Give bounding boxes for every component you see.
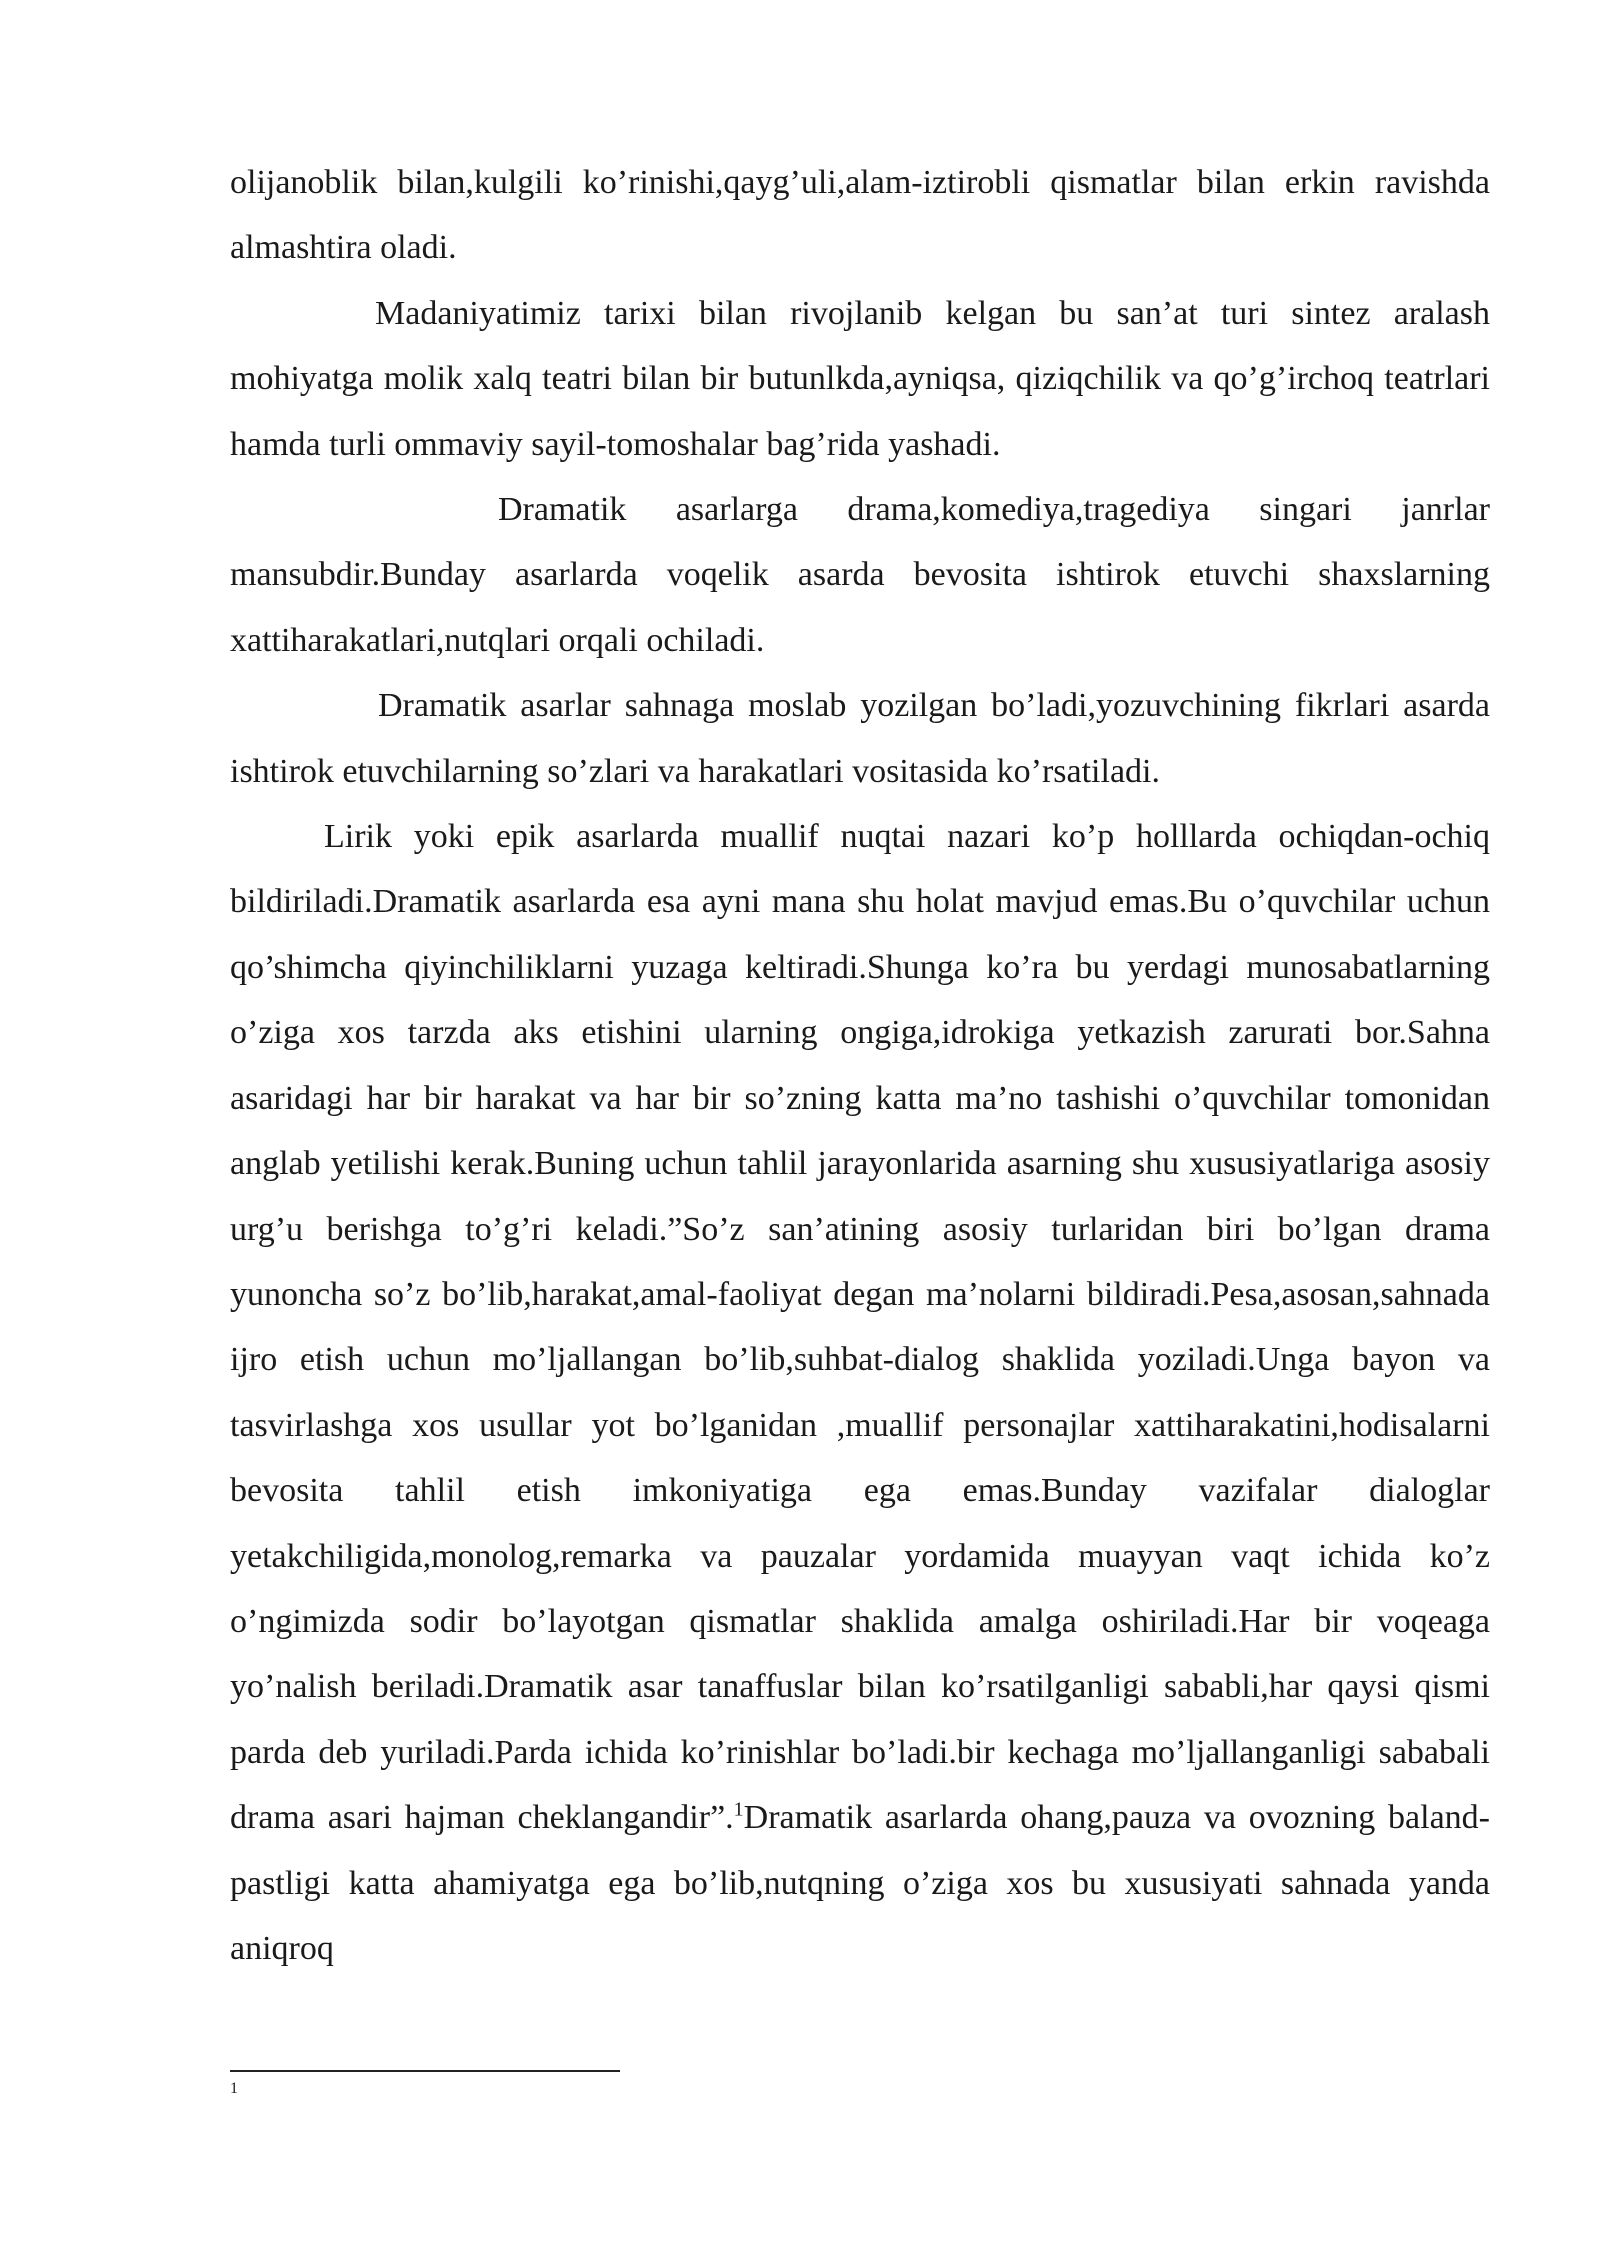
paragraph: Dramatik asarlarga drama,komediya,tragediya singari janrlar mansubdir.Bunday asarlarda voqelik asarda bevosita ishtirok etuvchi shaxslarning xattiharakatlari,nutqlari orqali ochiladi.	[230, 491, 1490, 659]
paragraph: Dramatik asarlar sahnaga moslab yozilgan bo’ladi,yozuvchining fikrlari asarda ishtirok etuvchilarning so’zlari va harakatlari vositasida ko’rsatiladi.	[230, 687, 1490, 790]
footnote-reference[interactable]: 1	[733, 1798, 744, 1821]
paragraph-text: Lirik yoki epik asarlarda muallif nuqtai nazari ko’p holllarda ochiqdan-ochiq bildiriladi.Dramatik asarlarda esa ayni mana shu holat mavjud emas.Bu o’quvchilar uchun qo’shimcha qiyinchiliklarni yuzaga keltiradi.Shunga ko’ra bu yerdagi munosabatlarning o’ziga xos tarzda aks etishini ularning ongiga,idrokiga yetkazish zarurati bor.Sahna asaridagi har bir harakat va har bir so’zning katta ma’no tashishi o’quvchilar tomonidan anglab yetilishi kerak.Buning uchun tahlil jarayonlarida asarning shu xususiyatlariga asosiy urg’u berishga to’g’ri keladi.”So’z san’atining asosiy turlaridan biri bo’lgan drama yunoncha so’z bo’lib,harakat,amal-faoliyat degan ma’nolarni bildiradi.Pesa,asosan,sahnada ijro etish uchun mo’ljallangan bo’lib,suhbat-dialog shaklida yoziladi.Unga bayon va tasvirlashga xos usullar yot bo’lganidan ,muallif personajlar xattiharakatini,hodisalarni bevosita tahlil etish imkoniyatiga ega emas.Bunday vazifalar dialoglar yetakchiligida,monolog,remarka va pauzalar yordamida muayyan vaqt ichida ko’z o’ngimizda sodir bo’layotgan qismatlar shaklida amalga oshiriladi.Har bir voqeaga yo’nalish beriladi.Dramatik asar tanaffuslar bilan ko’rsatilganligi sababli,har qaysi qismi parda deb yuriladi.Parda ichida ko’rinishlar bo’ladi.bir kechaga mo’ljallanganligi sababali drama asari hajman cheklangandir”.	[230, 818, 1490, 1837]
paragraph	[230, 804, 1490, 1981]
paragraph: olijanoblik bilan,kulgili ko’rinishi,qayg’uli,alam-iztirobli qismatlar bilan erkin ravishda almashtira oladi.	[230, 164, 1490, 267]
footnote-separator	[230, 2070, 620, 2072]
paragraph: Madaniyatimiz tarixi bilan rivojlanib kelgan bu san’at turi sintez aralash mohiyatga molik xalq teatri bilan bir butunlkda,ayniqsa, qiziqchilik va qo’g’irchoq teatrlari hamda turli ommaviy sayil-tomoshalar bag’rida yashadi.	[230, 294, 1490, 463]
footnote-number: 1	[230, 2080, 238, 2097]
paragraph-text: Dramatik asarlarda ohang,pauza va ovozning baland-pastligi katta ahamiyatga ega bo’lib,nutqning o’ziga xos bu xususiyati sahnada yanda aniqroq	[230, 1799, 1491, 1967]
document-body	[230, 150, 1490, 1981]
